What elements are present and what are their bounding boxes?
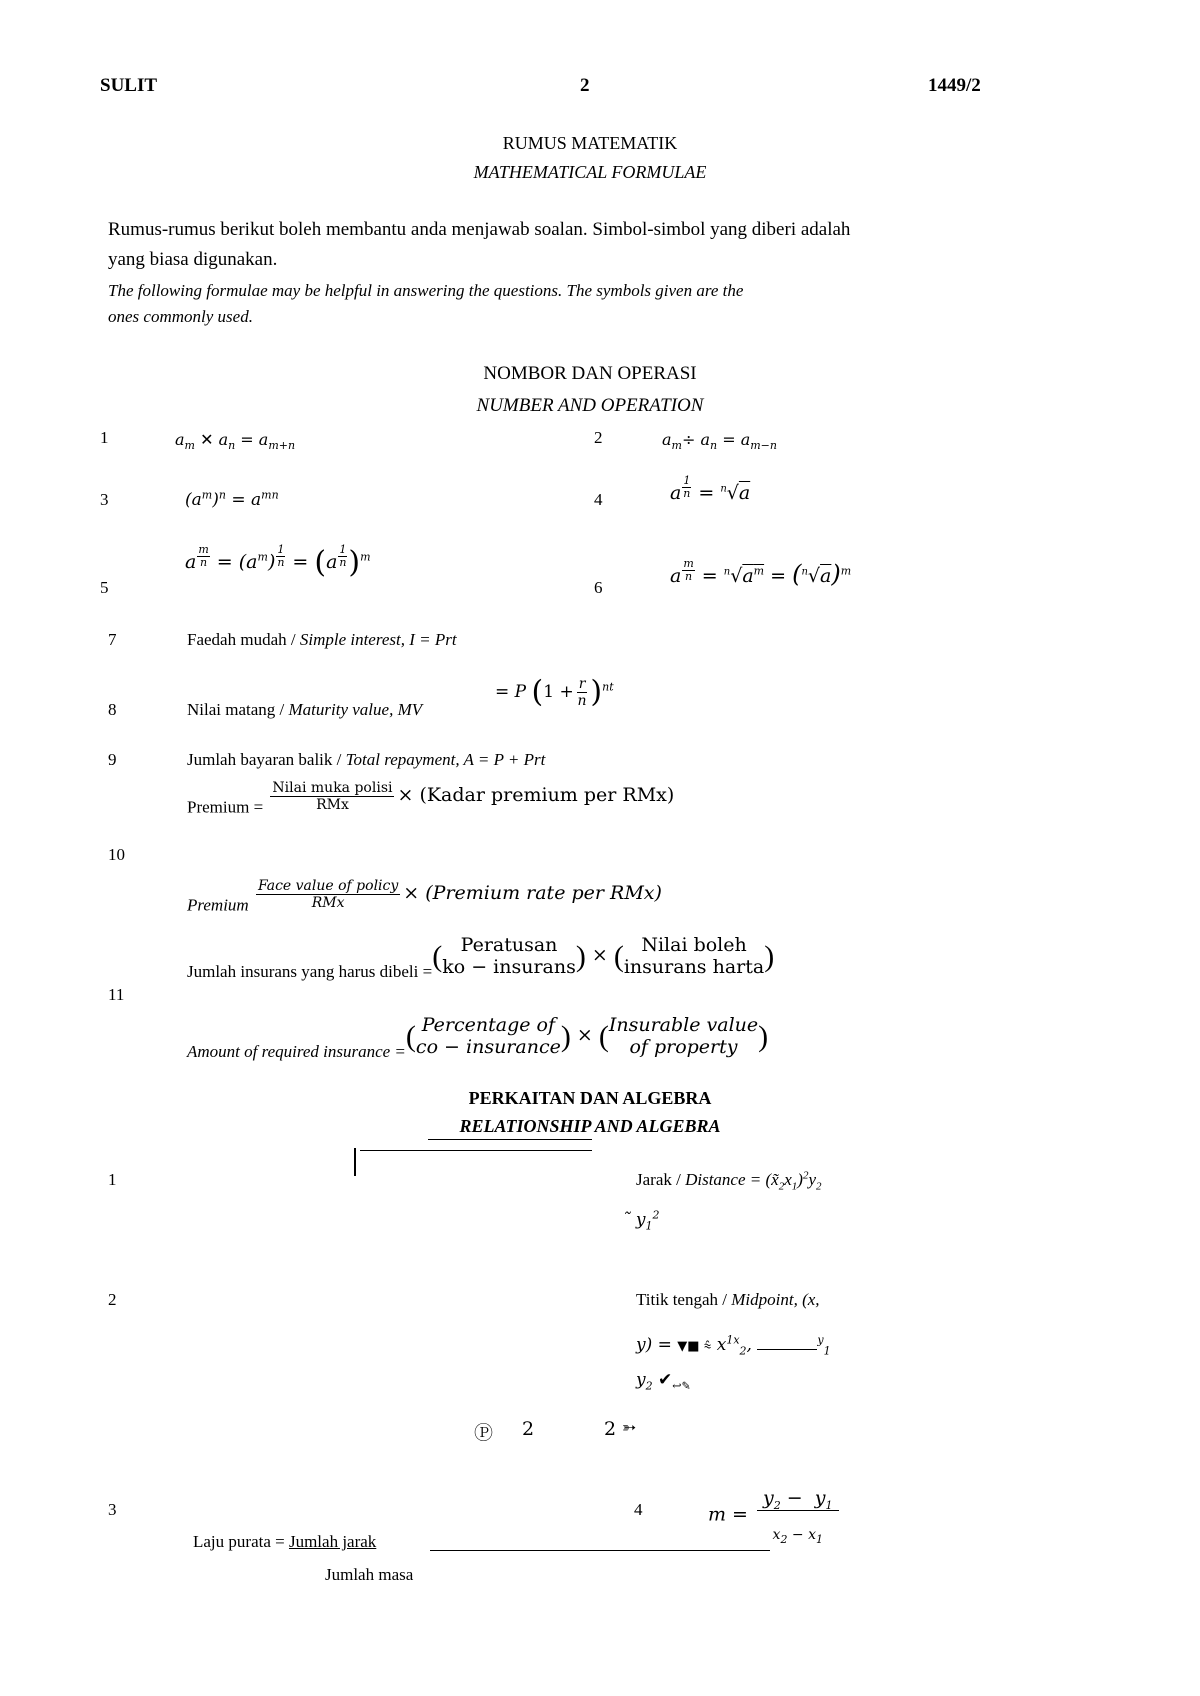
paper-code: 1449/2	[928, 75, 981, 96]
coinsurance-pct-en-line1: Percentage of	[421, 1014, 556, 1036]
maturity-value-label-ms: Nilai matang /	[187, 700, 289, 719]
formula-number: 6	[594, 578, 603, 597]
formula-number: 4	[594, 490, 603, 509]
formula-fractional-index: a $\frac{1}{n}$ = $^n$√a	[670, 474, 751, 505]
midpoint-label-ms: Titik tengah /	[636, 1290, 732, 1309]
maturity-value-expression: = P (1 + $\frac{r}{n}$ )$^{nt}$	[495, 674, 614, 710]
premium-numerator-ms: Nilai muka polisi	[272, 780, 393, 796]
sqrt-vinculum	[360, 1150, 592, 1151]
simple-interest-label-en: Simple interest, I = Prt	[299, 630, 457, 649]
formula-distance: Jarak / Distance = $(x̃_2x_1)^2y_2$	[636, 1169, 822, 1193]
total-repayment-label-en: Total repayment, A = P + Prt	[345, 750, 546, 769]
section-heading-number-operation-en: NUMBER AND OPERATION	[476, 395, 704, 416]
formula-total-repayment	[187, 750, 545, 770]
formula-maturity-value	[187, 700, 422, 720]
distance-label-ms: Jarak /	[636, 1170, 686, 1189]
insurable-value-en-line1: Insurable value	[608, 1014, 759, 1036]
formula-index-product: $a_m$ ✕ $a_n = a_{m+n}$	[175, 430, 296, 453]
formula-number: 8	[108, 700, 117, 719]
insurable-value-ms-line1: Nilai boleh	[641, 934, 747, 956]
distance-expression-tail: ˜ $y_1^2$	[622, 1208, 660, 1233]
formula-midpoint: Titik tengah / Midpoint, (x,	[636, 1290, 820, 1309]
midpoint-expression-line2: $y_2$ $✔_{↩✎}$	[636, 1370, 691, 1393]
formula-number: 1	[100, 428, 109, 447]
formula-number: 7	[108, 630, 117, 649]
formula-rational-root: a $\frac{m}{n}$ = $^n√a^m = (^n√a)^m$	[670, 556, 852, 588]
section-heading-underline	[428, 1139, 592, 1140]
midpoint-label-en: Midpoint	[731, 1290, 794, 1309]
section-heading-number-operation-ms: NOMBOR DAN OPERASI	[483, 363, 697, 384]
insurable-value-ms-line2: insurans harta	[623, 955, 765, 978]
sqrt-radical-icon	[354, 1148, 356, 1176]
coinsurance-pct-en-line2: co − insurance	[415, 1035, 561, 1058]
premium-formula-ms	[187, 780, 675, 825]
total-repayment-label-ms: Jumlah bayaran balik /	[187, 750, 346, 769]
average-speed-numerator: Jumlah jarak	[288, 1532, 377, 1551]
premium-numerator-en: Face value of policy	[257, 878, 399, 894]
page-number: 2	[580, 75, 590, 96]
garbled-arrow-icon: ➳	[622, 1418, 637, 1437]
insurance-label-ms: Jumlah insurans yang harus dibeli =	[187, 961, 433, 981]
page-title: RUMUS MATEMATIK	[502, 133, 678, 153]
maturity-value-label-en: Maturity value, MV	[288, 700, 423, 719]
formula-power-of-power: $(a^m)^n = a^{mn}$	[185, 488, 279, 510]
premium-label-en: Premium	[187, 895, 249, 915]
formula-rational-index: a $\frac{m}{n}$ = $(a^m)$ $\frac{1}{n}$ = (a $\frac{1}{n}$ )$^m$	[185, 542, 371, 580]
insurance-formula-en: Amount of required insurance =( Percentage of co − insurance ) × ( Insurable value of property )	[187, 1014, 769, 1061]
average-speed-fraction-line	[430, 1550, 770, 1551]
insurance-label-en: Amount of required insurance =	[187, 1041, 406, 1061]
premium-tail-en: × (Premium rate per RMx)	[403, 881, 662, 904]
formula-number: 2	[594, 428, 603, 447]
formula-number: 2	[108, 1290, 117, 1309]
formula-index-quotient: $a_m\div a_n = a_{m-n}$	[662, 430, 777, 453]
section-heading-relationship-algebra-ms: PERKAITAN DAN ALGEBRA	[468, 1088, 712, 1108]
average-speed-label: Laju purata =	[193, 1532, 289, 1551]
intro-en-line1: The following formulae may be helpful in answering the questions. The symbols given are the	[108, 281, 744, 300]
midpoint-expression-line1: y) = ▼■ ⩯ $x^{1x}_2$, $^y_1$	[636, 1333, 831, 1358]
formula-number: 5	[100, 578, 109, 597]
section-heading-relationship-algebra-en: RELATIONSHIP AND ALGEBRA	[459, 1116, 721, 1136]
formula-number: 10	[108, 845, 125, 864]
formula-simple-interest	[187, 630, 457, 650]
header-left: SULIT	[100, 75, 158, 96]
midpoint-stray-digit-b: 2	[604, 1418, 617, 1440]
premium-formula-en	[187, 878, 662, 923]
distance-label-en: Distance	[685, 1170, 746, 1189]
coinsurance-pct-ms-line2: ko − insurans	[442, 955, 576, 978]
formula-number: 11	[108, 985, 125, 1004]
average-speed-denominator: Jumlah masa	[325, 1565, 414, 1584]
premium-denominator-en: RMx	[311, 895, 345, 912]
formula-average-speed	[193, 1532, 376, 1552]
intro-en-line2: ones commonly used.	[108, 307, 253, 326]
page-subtitle: MATHEMATICAL FORMULAE	[473, 162, 707, 182]
premium-tail-ms: × (Kadar premium per RMx)	[397, 783, 675, 806]
formula-gradient: m = $\frac{y_2 - y_1}{x_2 - x_1}$	[708, 1488, 842, 1543]
intro-ms-line2: yang biasa digunakan.	[108, 249, 278, 270]
simple-interest-label-ms: Faedah mudah /	[187, 630, 300, 649]
intro-ms-line1: Rumus-rumus berikut boleh membantu anda menjawab soalan. Simbol-simbol yang diberi adalah	[108, 219, 851, 240]
formula-number: 9	[108, 750, 117, 769]
registered-icon: Ⓟ	[474, 1423, 494, 1444]
coinsurance-pct-ms-line1: Peratusan	[460, 934, 558, 956]
formula-number: 3	[100, 490, 109, 509]
premium-denominator-ms: RMx	[316, 797, 349, 814]
formula-number: 4	[634, 1500, 643, 1519]
formula-number: 1	[108, 1170, 117, 1189]
insurable-value-en-line2: of property	[629, 1035, 738, 1058]
midpoint-stray-digit-a: 2	[522, 1418, 535, 1440]
insurance-formula-ms: Jumlah insurans yang harus dibeli =( Peratusan ko − insurans ) × ( Nilai boleh insurans harta )	[187, 934, 775, 981]
premium-label-ms: Premium =	[187, 797, 264, 817]
formula-number: 3	[108, 1500, 117, 1519]
